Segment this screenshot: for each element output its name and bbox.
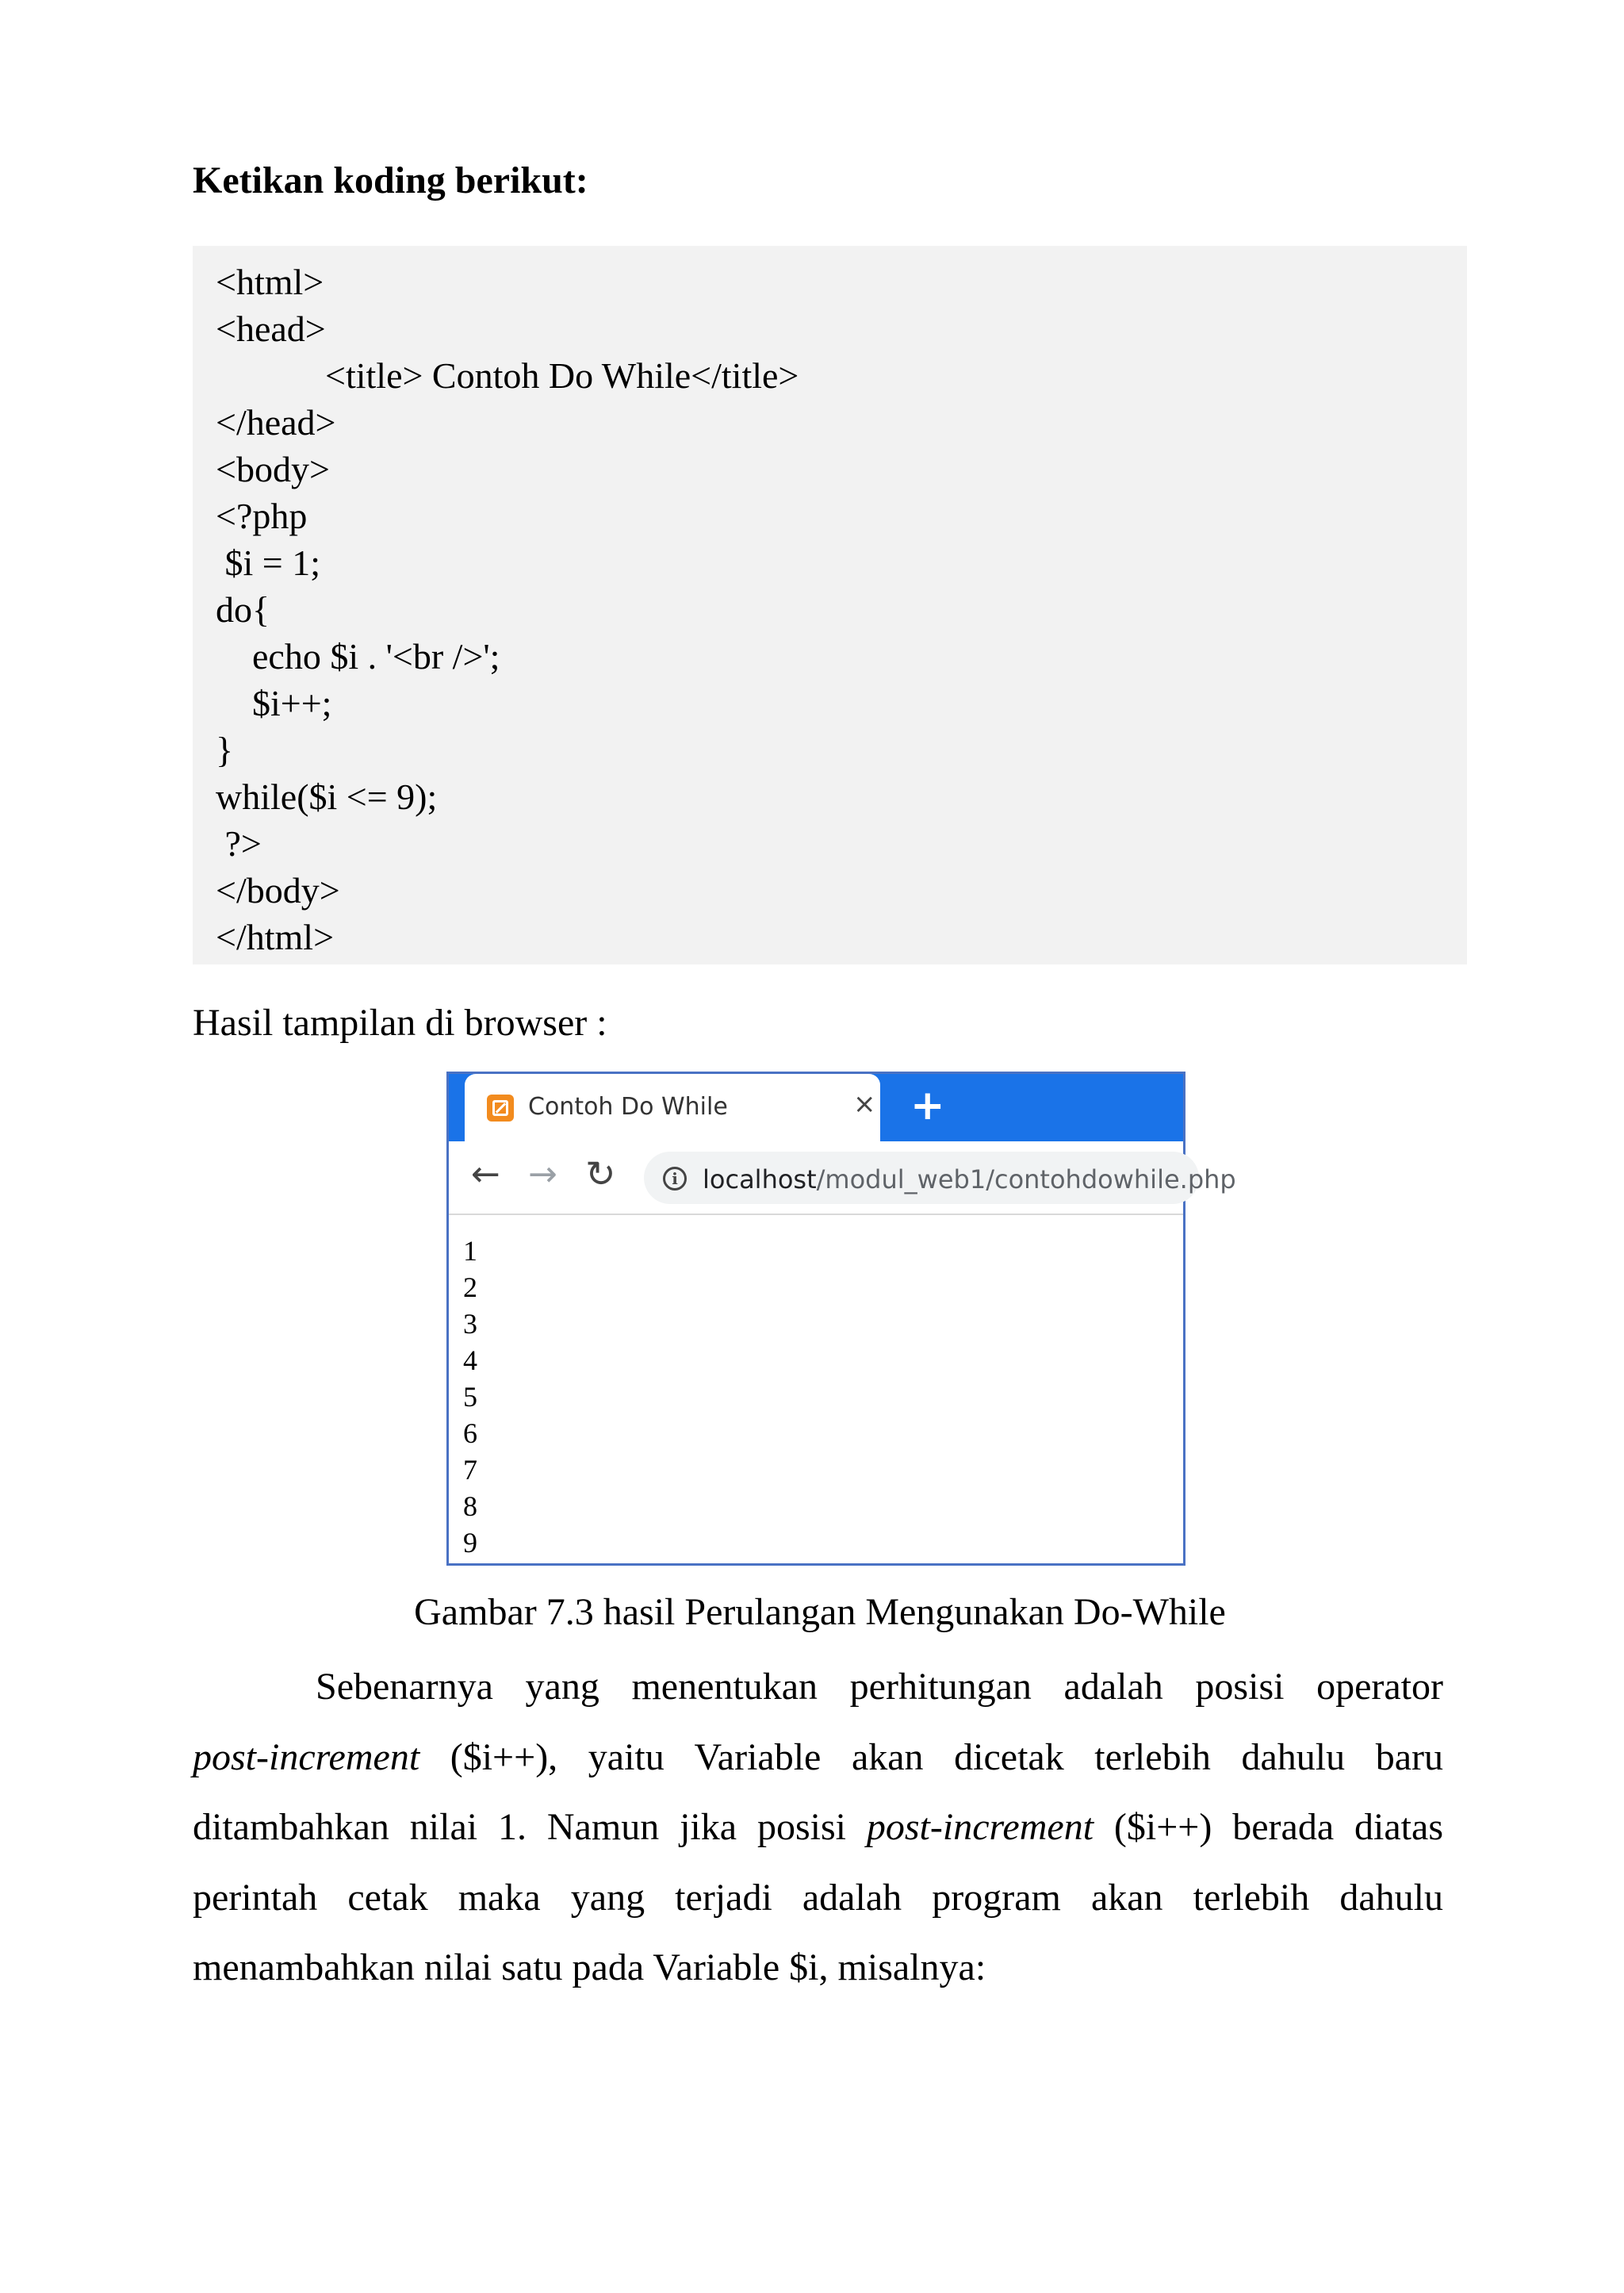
reload-icon[interactable]: ↻ [585, 1152, 616, 1195]
output-line: 5 [463, 1381, 477, 1413]
body-paragraph [193, 1652, 1443, 2003]
output-line: 2 [463, 1271, 477, 1303]
code-line: $i = 1; [216, 543, 321, 583]
code-line: <head> [216, 309, 326, 349]
address-bar[interactable] [644, 1152, 1236, 1204]
output-line: 9 [463, 1527, 477, 1559]
browser-toolbar [449, 1141, 1236, 1215]
code-line: <title> Contoh Do While</title> [216, 355, 799, 396]
close-icon[interactable]: × [853, 1088, 876, 1120]
new-tab-icon[interactable]: + [910, 1082, 945, 1129]
code-line: while($i <= 9); [216, 776, 438, 817]
code-line: } [216, 730, 234, 770]
section-heading: Ketikan koding berikut: [193, 159, 588, 201]
output-line: 7 [463, 1454, 477, 1486]
code-line: ?> [216, 823, 262, 864]
code-line: <?php [216, 496, 308, 536]
tab-bar [449, 1074, 1183, 1141]
browser-tab[interactable] [465, 1074, 880, 1141]
page-viewport [449, 1215, 1183, 1563]
code-line: do{ [216, 589, 270, 630]
code-line: </head> [216, 402, 336, 443]
output-line: 3 [463, 1308, 477, 1340]
url-text: localhost/modul_web1/contohdowhile.php [703, 1164, 1236, 1194]
code-line: </body> [216, 870, 340, 911]
output-line: 4 [463, 1344, 477, 1376]
code-block [193, 246, 1467, 964]
tab-title: Contoh Do While [528, 1093, 728, 1121]
paragraph-line-2: ($i++), yaitu Variable akan dicetak terlebih dahulu baru [419, 1735, 1443, 1778]
forward-arrow-icon[interactable]: → [528, 1154, 557, 1194]
output-line: 8 [463, 1490, 477, 1522]
emphasis-term: post-increment [193, 1735, 420, 1778]
emphasis-term: post-increment [866, 1806, 1094, 1848]
paragraph-line-5: menambahkan nilai satu pada Variable $i, misalnya: [193, 1946, 986, 1988]
code-line: </html> [216, 917, 335, 957]
code-line: <body> [216, 449, 330, 489]
xampp-favicon-icon [487, 1095, 514, 1122]
code-line: <html> [216, 262, 324, 302]
code-line: echo $i . '<br />'; [216, 636, 500, 677]
back-arrow-icon[interactable]: ← [471, 1154, 500, 1194]
info-icon[interactable]: i [663, 1167, 687, 1191]
result-label: Hasil tampilan di browser : [193, 1002, 607, 1044]
output-line: 6 [463, 1417, 477, 1449]
output-line: 1 [463, 1235, 477, 1267]
paragraph-line-4: perintah cetak maka yang terjadi adalah program akan terlebih dahulu [193, 1876, 1443, 1919]
paragraph-line-3a: ditambahkan nilai 1. Namun jika posisi [193, 1806, 867, 1848]
paragraph-line-3b: ($i++) berada diatas [1094, 1806, 1443, 1848]
figure-caption: Gambar 7.3 hasil Perulangan Mengunakan Do-While [414, 1591, 1226, 1633]
code-line: $i++; [216, 683, 332, 723]
browser-screenshot [446, 1072, 1236, 1566]
paragraph-line-1: Sebenarnya yang menentukan perhitungan adalah posisi operator [316, 1666, 1443, 1708]
